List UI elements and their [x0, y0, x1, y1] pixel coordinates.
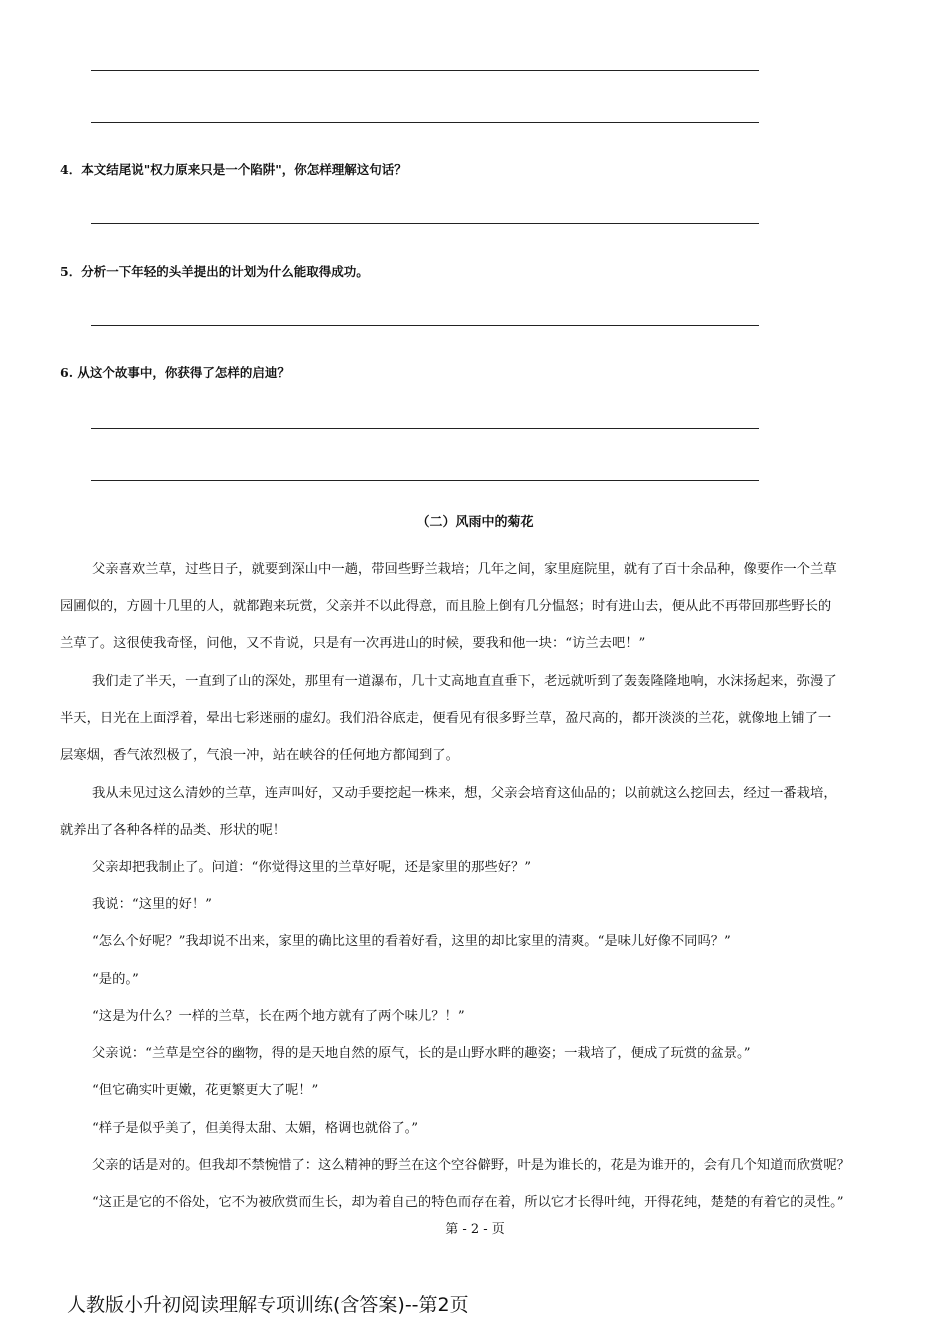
paragraph-line: “这正是它的不俗处，它不为被欣赏而生长，却为着自己的特色而存在着，所以它才长得叶纯，开得花纯，楚楚的有着它的灵性。”	[92, 1195, 844, 1210]
page-number: 第 - 2 - 页	[445, 1222, 505, 1237]
answer-line	[91, 325, 759, 326]
paragraph-line: “是的。”	[92, 972, 139, 987]
paragraph-line: 半天，日光在上面浮着，晕出七彩迷丽的虚幻。我们沿谷底走，便看见有很多野兰草，盈尺高的，都开淡淡的兰花，就像地上铺了一	[60, 711, 832, 726]
paragraph-line: “但它确实叶更嫩，花更繁更大了呢！”	[92, 1083, 319, 1098]
paragraph-line: 就养出了各种各样的品类、形状的呢！	[60, 823, 287, 838]
answer-line	[91, 122, 759, 123]
question-4: 4．本文结尾说"权力原来只是一个陷阱"，你怎样理解这句话？	[60, 162, 407, 177]
question-6: 6. 从这个故事中，你获得了怎样的启迪？	[60, 365, 290, 380]
section-title: （二）风雨中的菊花	[416, 515, 534, 530]
paragraph-line: 父亲却把我制止了。问道：“你觉得这里的兰草好呢，还是家里的那些好？”	[92, 860, 532, 875]
answer-line	[91, 480, 759, 481]
paragraph-line: “这是为什么？一样的兰草，长在两个地方就有了两个味儿？！”	[92, 1009, 465, 1024]
document-title: 人教版小升初阅读理解专项训练(含答案)--第2页	[67, 1294, 469, 1316]
paragraph-line: “怎么个好呢？”我却说不出来，家里的确比这里的看着好看，这里的却比家里的清爽。“是味儿好像不同吗？”	[92, 934, 731, 949]
paragraph-line: 父亲说：“兰草是空谷的幽物，得的是天地自然的原气，长的是山野水畔的趣姿；一栽培了，便成了玩赏的盆景。”	[92, 1046, 751, 1061]
paragraph-line: 我说：“这里的好！”	[92, 897, 212, 912]
answer-line	[91, 70, 759, 71]
paragraph-line: 兰草了。这很使我奇怪，问他，又不肯说，只是有一次再进山的时候，要我和他一块：“访兰去吧！”	[60, 636, 646, 651]
answer-line	[91, 223, 759, 224]
answer-line	[91, 428, 759, 429]
paragraph-line: 父亲的话是对的。但我却不禁惋惜了：这么精神的野兰在这个空谷僻野，叶是为谁长的，花是为谁开的，会有几个知道而欣赏呢？	[92, 1158, 850, 1173]
question-5: 5．分析一下年轻的头羊提出的计划为什么能取得成功。	[60, 264, 369, 279]
paragraph-line: “样子是似乎美了，但美得太甜、太媚，格调也就俗了。”	[92, 1121, 419, 1136]
paragraph-line: 父亲喜欢兰草，过些日子，就要到深山中一趟，带回些野兰栽培；几年之间，家里庭院里，就有了百十余品种，像要作一个兰草	[92, 562, 837, 577]
paragraph-line: 我从未见过这么清妙的兰草，连声叫好，又动手要挖起一株来，想，父亲会培育这仙品的；以前就这么挖回去，经过一番栽培，	[92, 786, 837, 801]
paragraph-line: 园圃似的，方圆十几里的人，就都跑来玩赏，父亲并不以此得意，而且脸上倒有几分愠怒；时有进山去，便从此不再带回那些野长的	[60, 599, 832, 614]
paragraph-line: 层寒烟，香气浓烈极了，气浪一冲，站在峡谷的任何地方都闻到了。	[60, 748, 459, 763]
paragraph-line: 我们走了半天，一直到了山的深处，那里有一道瀑布，几十丈高地直直垂下，老远就听到了轰轰隆隆地响，水沫扬起来，弥漫了	[92, 674, 837, 689]
